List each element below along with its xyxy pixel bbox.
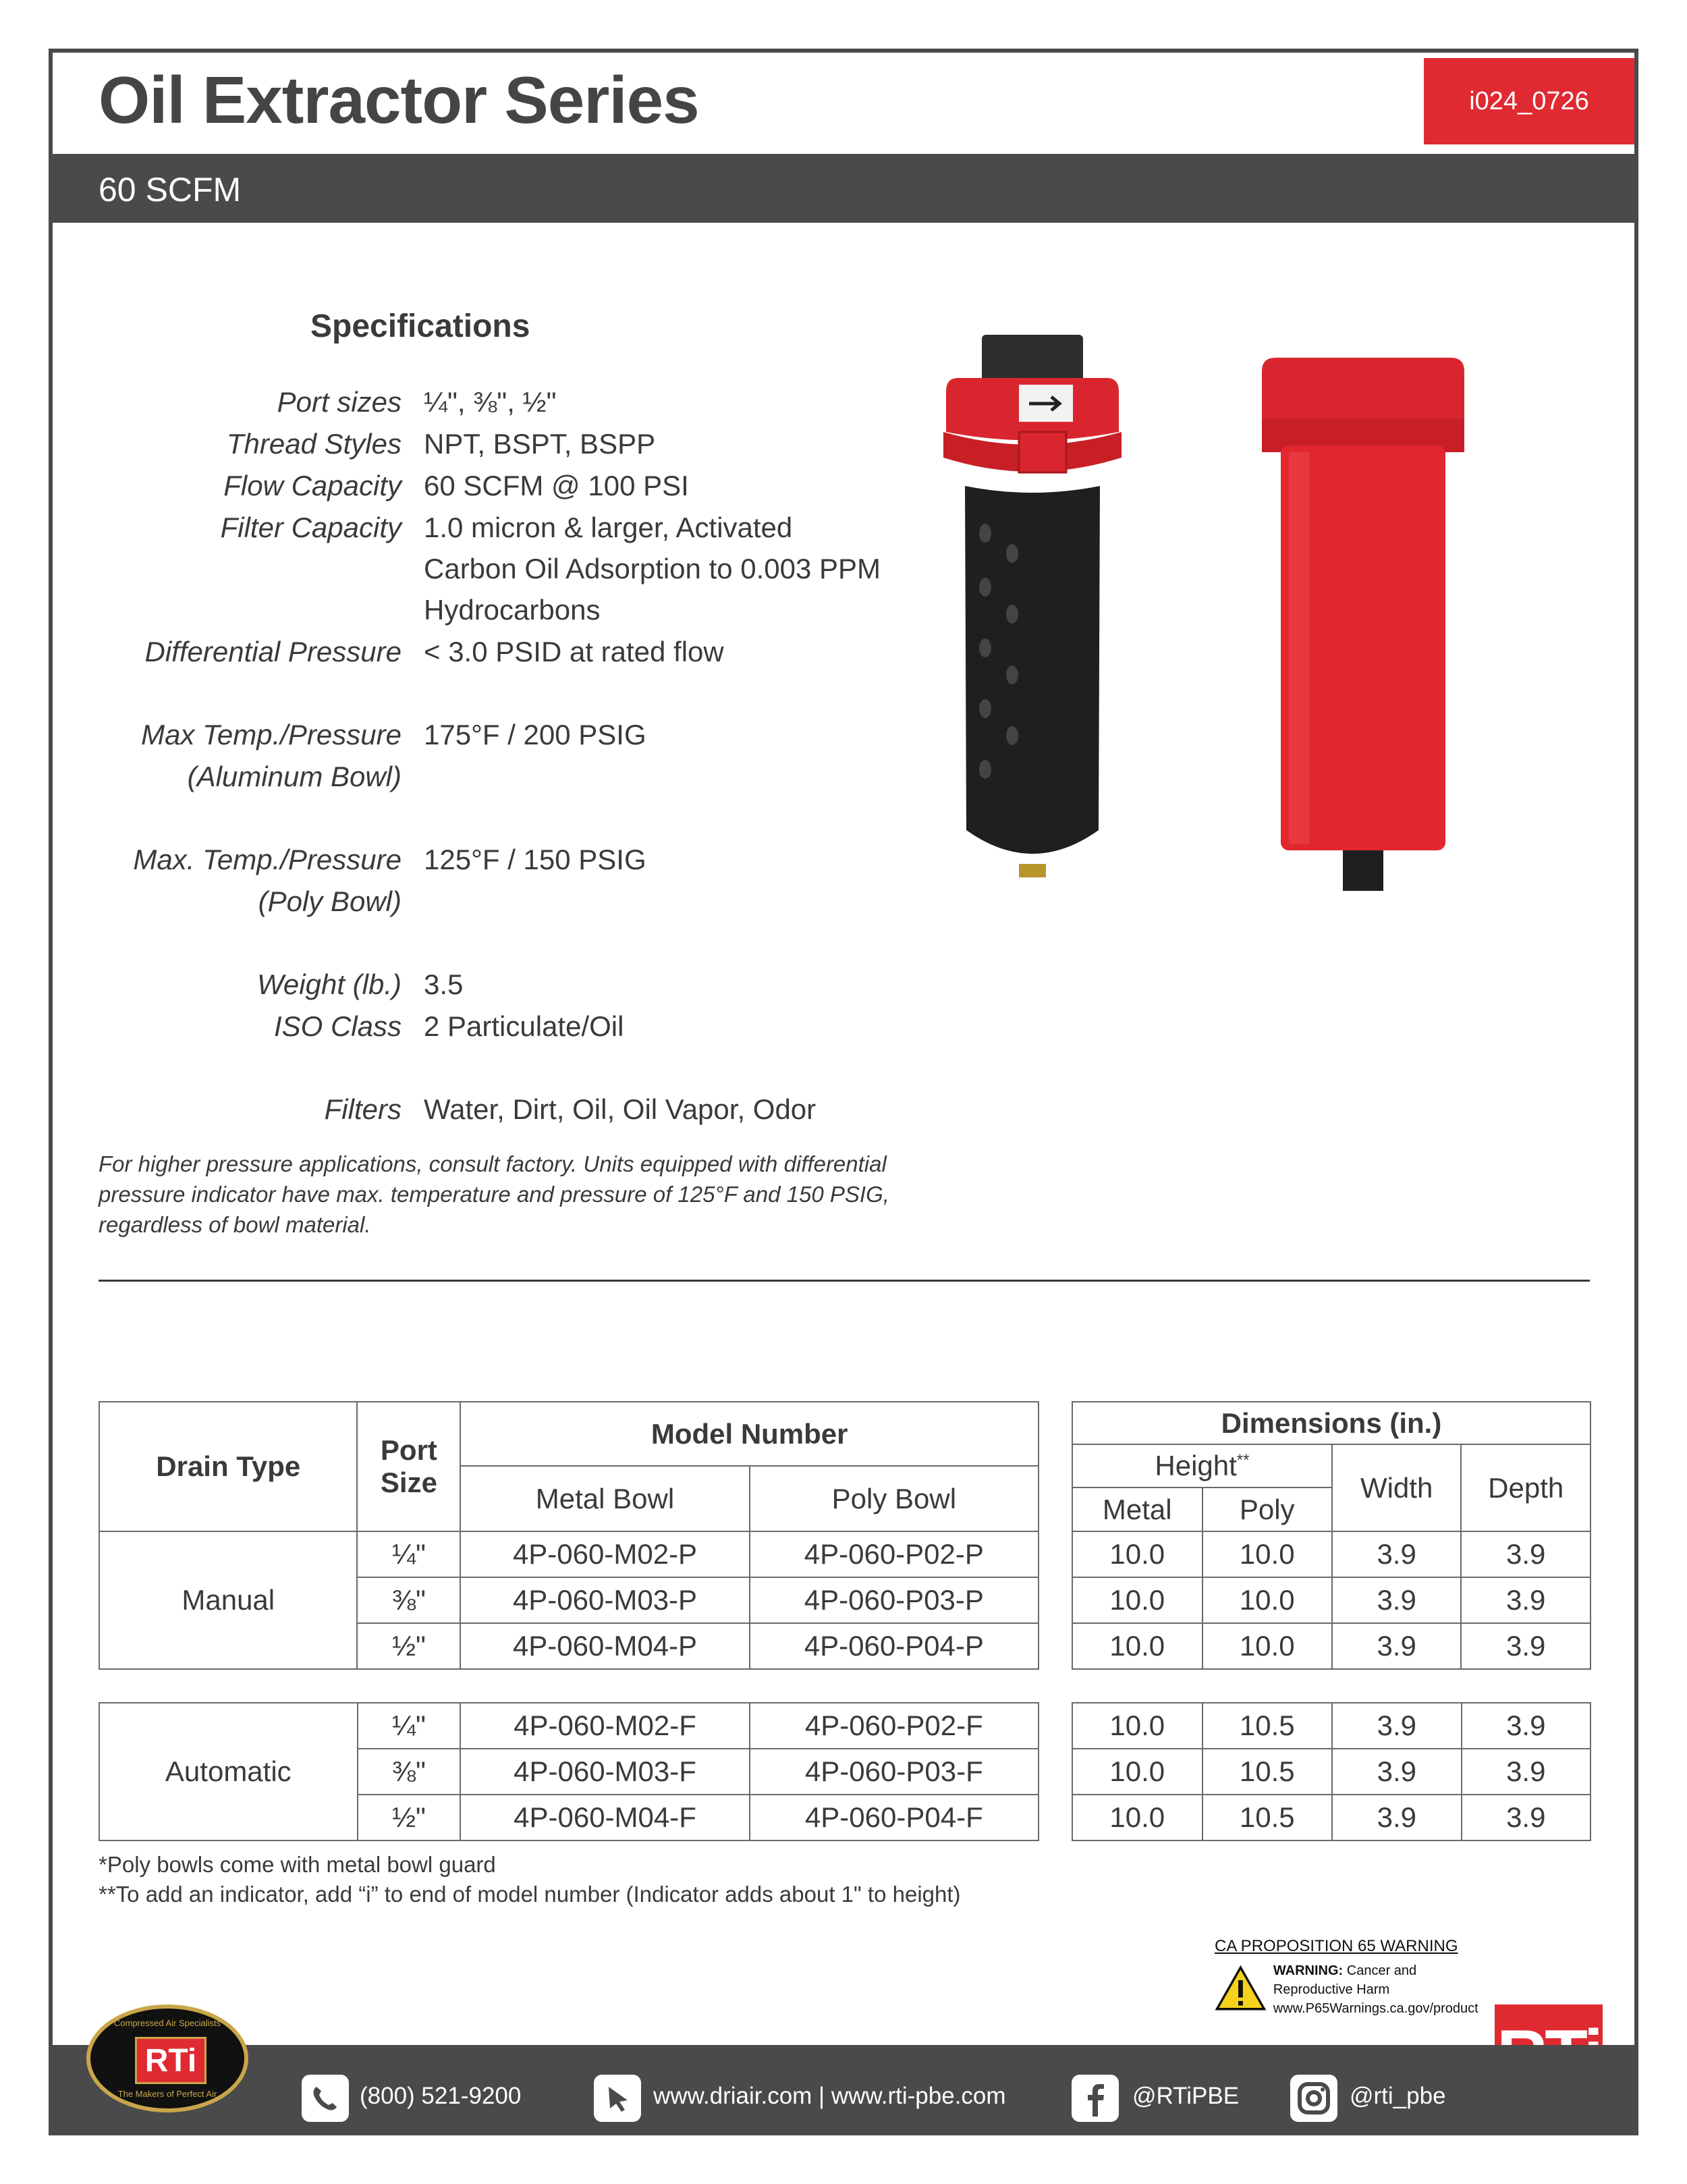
poly-bowl-model: 4P-060-P03-F [750,1749,1039,1795]
height-header [1072,1444,1332,1487]
width-header: Width [1332,1444,1462,1531]
port-size-cell: ½" [357,1623,460,1669]
poly-height-cell: 10.5 [1202,1795,1333,1840]
metal-bowl-model: 4P-060-M02-F [460,1703,749,1749]
spec-label: (Aluminum Bowl) [187,761,402,792]
spec-value: Water, Dirt, Oil, Oil Vapor, Odor [424,1093,817,1125]
prop65-text [1273,1961,1498,2018]
width-cell: 3.9 [1332,1795,1461,1840]
prop65-body [1215,1961,1498,2018]
metal-bowl-model: 4P-060-M03-F [460,1749,749,1795]
table-row [1072,1531,1591,1577]
filter-with-red-housing-image [1248,351,1478,904]
poly-bowl-model: 4P-060-P02-P [750,1531,1039,1577]
port-size-cell: ⅜" [358,1749,461,1795]
poly-bowl-model: 4P-060-P02-F [750,1703,1039,1749]
poly-bowl-model: 4P-060-P04-P [750,1623,1039,1669]
width-cell: 3.9 [1332,1703,1461,1749]
port-size-cell: ¼" [358,1703,461,1749]
spec-label: (Poly Bowl) [258,885,402,917]
instagram-icon [1290,2075,1337,2122]
metal-height-cell: 10.0 [1072,1703,1202,1749]
metal-height-cell: 10.0 [1072,1531,1202,1577]
poly-height-cell: 10.0 [1202,1623,1332,1669]
poly-height-cell: 10.5 [1202,1749,1333,1795]
filter-with-black-bowl-image [931,331,1174,884]
spec-label: Filter Capacity [220,512,402,543]
prop65-warning-text: Cancer and Reproductive Harm [1273,1963,1417,1997]
poly-bowl-model: 4P-060-P03-P [750,1577,1039,1623]
metal-height-cell: 10.0 [1072,1623,1202,1669]
depth-header: Depth [1461,1444,1591,1531]
model-number-table [99,1401,1039,1670]
spec-label: Flow Capacity [223,470,402,501]
document-code: i024_0726 [1469,86,1589,115]
section-divider [99,1280,1590,1282]
footer-phone[interactable]: (800) 521-9200 [360,2083,522,2109]
spec-label: Filters [324,1093,402,1125]
metal-height-cell: 10.0 [1072,1749,1202,1795]
table-row [1072,1795,1591,1840]
table-row [99,1703,1039,1749]
spec-label: Weight (lb.) [257,968,402,1000]
spec-value: NPT, BSPT, BSPP [424,428,656,460]
page-title: Oil Extractor Series [99,63,699,137]
depth-cell: 3.9 [1462,1749,1591,1795]
document-code-badge [1424,58,1634,144]
height-footnote-mark: ** [1236,1451,1250,1469]
table-row [99,1531,1039,1577]
port-size-cell: ½" [358,1795,461,1840]
width-cell: 3.9 [1332,1623,1462,1669]
spec-value: Hydrocarbons [424,594,601,626]
poly-height-header: Poly [1202,1487,1332,1531]
footnote-indicator: **To add an indicator, add “i” to end of model number (Indicator adds about 1" to height) [99,1882,961,1907]
poly-height-cell: 10.0 [1202,1577,1332,1623]
metal-bowl-model: 4P-060-M02-P [460,1531,749,1577]
warning-triangle-icon [1215,1961,1267,2015]
metal-height-header: Metal [1072,1487,1202,1531]
spec-value: 1.0 micron & larger, Activated [424,512,793,543]
facebook-icon [1072,2075,1119,2122]
spec-value: 3.5 [424,968,464,1000]
dimensions-table [1072,1401,1591,1670]
prop65-title: CA PROPOSITION 65 WARNING [1215,1937,1458,1955]
metal-height-cell: 10.0 [1072,1795,1202,1840]
page-subtitle: 60 SCFM [99,171,242,209]
metal-height-cell: 10.0 [1072,1577,1202,1623]
spec-value: 2 Particulate/Oil [424,1010,624,1042]
port-size-header: Port Size [357,1402,460,1531]
dimensions-table-automatic [1072,1702,1591,1841]
seal-logo-text: RTi [144,2042,197,2079]
depth-cell: 3.9 [1461,1531,1591,1577]
drain-type-automatic: Automatic [99,1703,358,1840]
width-cell: 3.9 [1332,1531,1462,1577]
spec-value: ¼", ⅜", ½" [424,386,557,418]
seal-top-text: Compressed Air Specialists [113,2018,221,2028]
cursor-icon [594,2075,641,2122]
port-size-cell: ⅜" [357,1577,460,1623]
width-cell: 3.9 [1332,1577,1462,1623]
spec-value: Carbon Oil Adsorption to 0.003 PPM [424,553,881,584]
subtitle-bar [53,154,1634,223]
model-number-header: Model Number [460,1402,1039,1466]
table-row [1072,1623,1591,1669]
width-cell: 3.9 [1332,1749,1461,1795]
table-row [1072,1577,1591,1623]
spec-label: Max Temp./Pressure [141,719,402,750]
poly-height-cell: 10.0 [1202,1531,1332,1577]
depth-cell: 3.9 [1461,1577,1591,1623]
spec-label: Differential Pressure [144,636,402,667]
prop65-warning [1215,1937,1498,2018]
spec-label: Port sizes [277,386,402,418]
metal-bowl-model: 4P-060-M04-F [460,1795,749,1840]
dimensions-header: Dimensions (in.) [1072,1402,1591,1444]
spec-label: ISO Class [273,1010,402,1042]
metal-bowl-model: 4P-060-M04-P [460,1623,749,1669]
spec-value: 175°F / 200 PSIG [424,719,646,750]
depth-cell: 3.9 [1461,1623,1591,1669]
specifications-note: For higher pressure applications, consult factory. Units equipped with differential pressure indicator have max. temperature and pressure of 125°F and 150 PSIG, regardless of bowl material. [99,1151,889,1237]
spec-value: 125°F / 150 PSIG [424,844,646,875]
metal-bowl-header: Metal Bowl [460,1466,749,1531]
rti-seal-logo [86,2004,248,2112]
metal-bowl-model: 4P-060-M03-P [460,1577,749,1623]
footer-websites[interactable]: www.driair.com | www.rti-pbe.com [653,2083,1006,2109]
footnote-poly-bowls: *Poly bowls come with metal bowl guard [99,1852,496,1877]
seal-bottom-text: The Makers of Perfect Air [117,2089,217,2099]
drain-type-manual: Manual [99,1531,357,1669]
poly-bowl-header: Poly Bowl [750,1466,1039,1531]
footer-instagram[interactable]: @rti_pbe [1350,2083,1446,2109]
spec-value: 60 SCFM @ 100 PSI [424,470,689,501]
poly-height-cell: 10.5 [1202,1703,1333,1749]
footer-facebook[interactable]: @RTiPBE [1132,2083,1240,2109]
height-label: Height [1155,1450,1237,1481]
poly-bowl-model: 4P-060-P04-F [750,1795,1039,1840]
spec-label: Thread Styles [226,428,402,460]
table-row [1072,1703,1591,1749]
phone-icon [302,2075,349,2122]
drain-type-header: Drain Type [99,1402,357,1531]
table-row [1072,1749,1591,1795]
prop65-url: www.P65Warnings.ca.gov/product [1273,2001,1478,2016]
port-size-cell: ¼" [357,1531,460,1577]
prop65-warning-label: WARNING: [1273,1963,1344,1978]
spec-label: Max. Temp./Pressure [133,844,402,875]
depth-cell: 3.9 [1462,1703,1591,1749]
depth-cell: 3.9 [1462,1795,1591,1840]
specifications-heading: Specifications [310,308,530,344]
model-number-table-automatic [99,1702,1039,1841]
spec-value: < 3.0 PSID at rated flow [424,636,724,667]
